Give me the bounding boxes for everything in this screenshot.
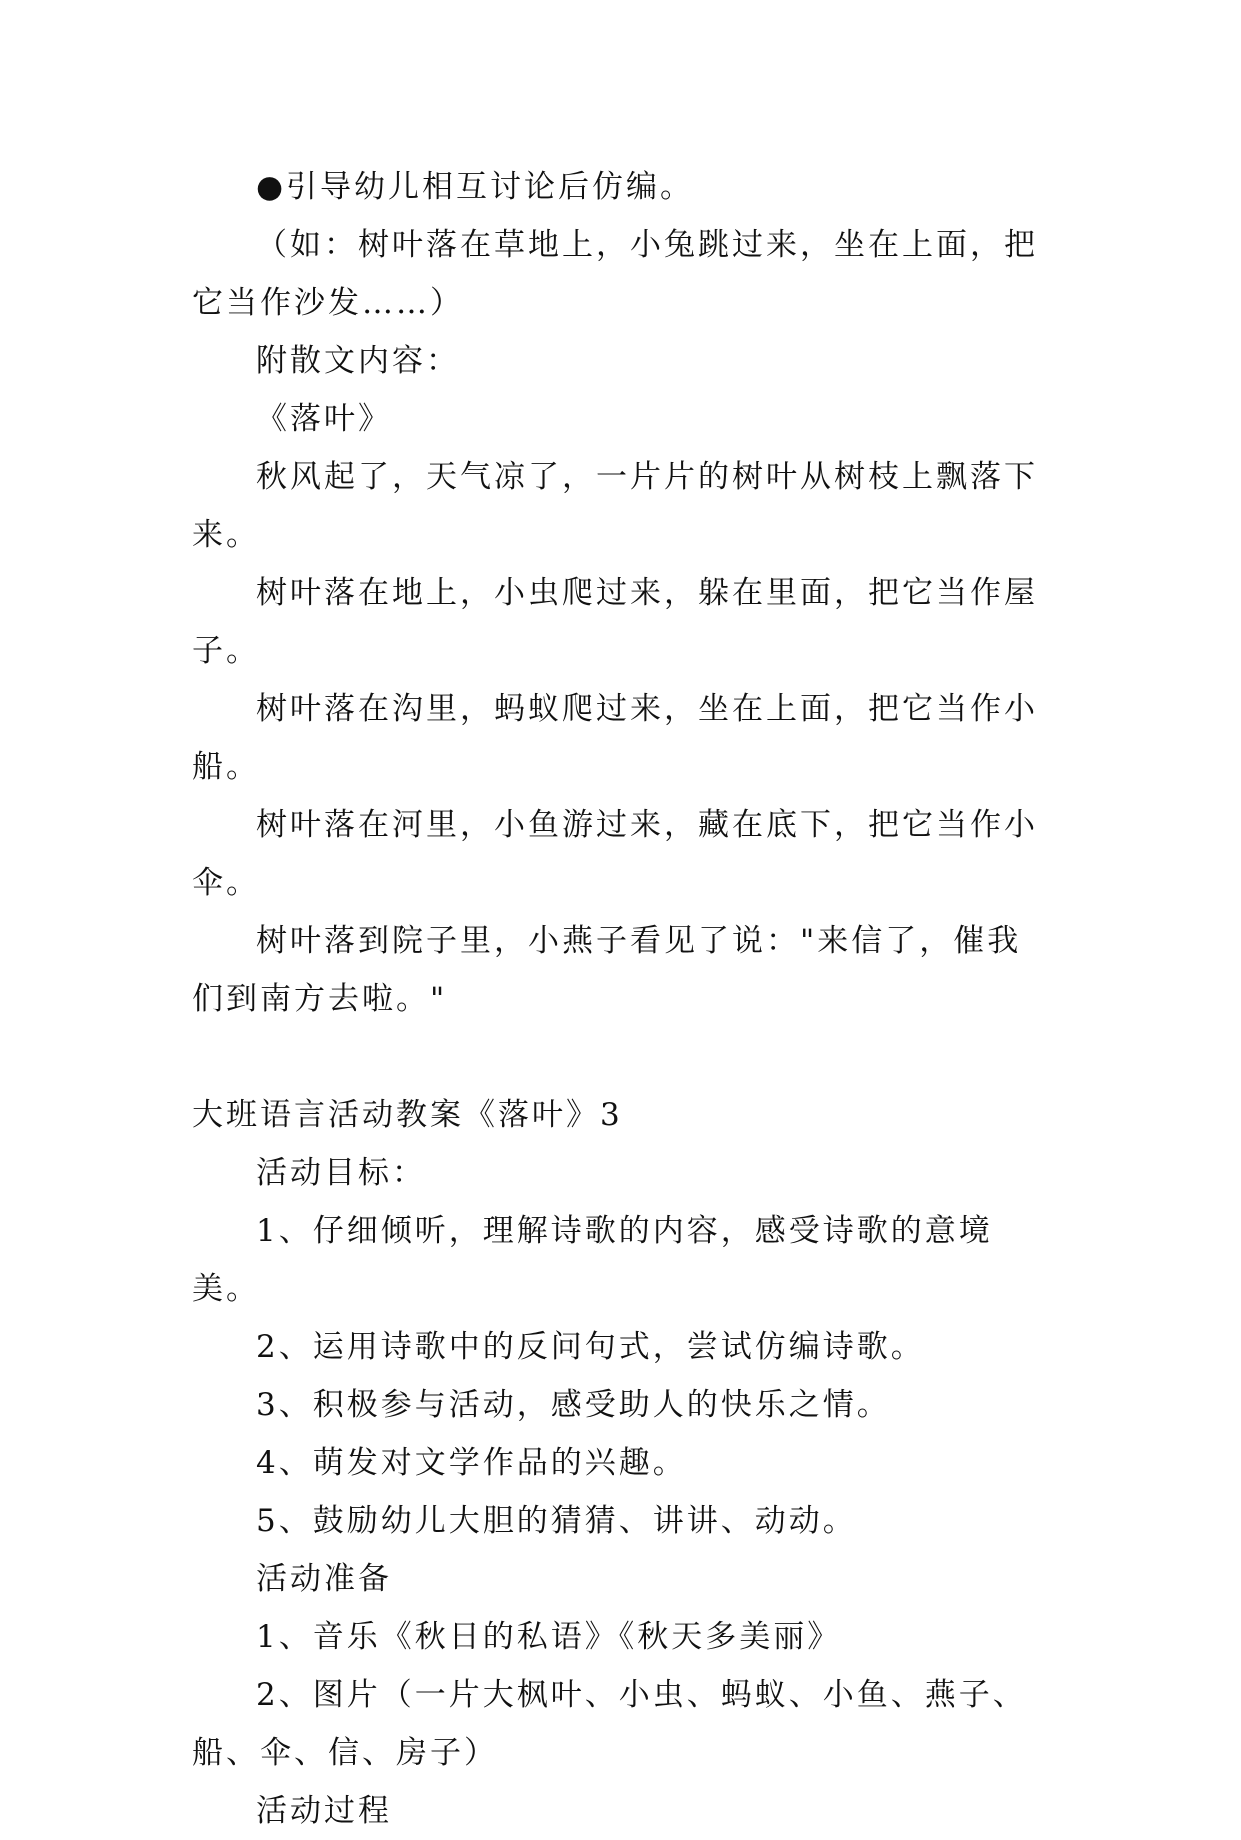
paragraph: 活动过程 [256,1793,392,1829]
paragraph: 树叶落在河里，小鱼游过来，藏在底下，把它当作小伞。 [192,807,1038,901]
paragraph: 秋风起了，天气凉了，一片片的树叶从树枝上飘落下来。 [192,459,1038,553]
paragraph: 2、图片（一片大枫叶、小虫、蚂蚁、小鱼、燕子、船、伞、信、房子） [192,1677,1027,1771]
section-title: 大班语言活动教案《落叶》3 [192,1097,623,1133]
paragraph: 活动准备 [256,1561,392,1597]
paragraph: 活动目标： [256,1155,426,1191]
paragraph: 5、鼓励幼儿大胆的猜猜、讲讲、动动。 [256,1503,857,1539]
paragraph: 树叶落到院子里，小燕子看见了说："来信了，催我们到南方去啦。" [192,923,1022,1017]
paragraph: 4、萌发对文学作品的兴趣。 [256,1445,687,1481]
paragraph: 附散文内容： [256,343,460,379]
paragraph: （如：树叶落在草地上，小兔跳过来，坐在上面，把它当作沙发……） [192,227,1038,321]
paragraph: 1、仔细倾听，理解诗歌的内容，感受诗歌的意境美。 [192,1213,993,1307]
paragraph: 1、音乐《秋日的私语》《秋天多美丽》 [256,1619,842,1655]
paragraph: 《落叶》 [256,401,392,437]
paragraph: 树叶落在地上，小虫爬过来，躲在里面，把它当作屋子。 [192,575,1038,669]
paragraph: 2、运用诗歌中的反问句式，尝试仿编诗歌。 [256,1329,925,1365]
paragraph: ●引导幼儿相互讨论后仿编。 [256,169,695,205]
document-body [192,158,1054,1840]
paragraph: 树叶落在沟里，蚂蚁爬过来，坐在上面，把它当作小船。 [192,691,1038,785]
paragraph: 3、积极参与活动，感受助人的快乐之情。 [256,1387,891,1423]
section-spacer [192,1028,1054,1086]
